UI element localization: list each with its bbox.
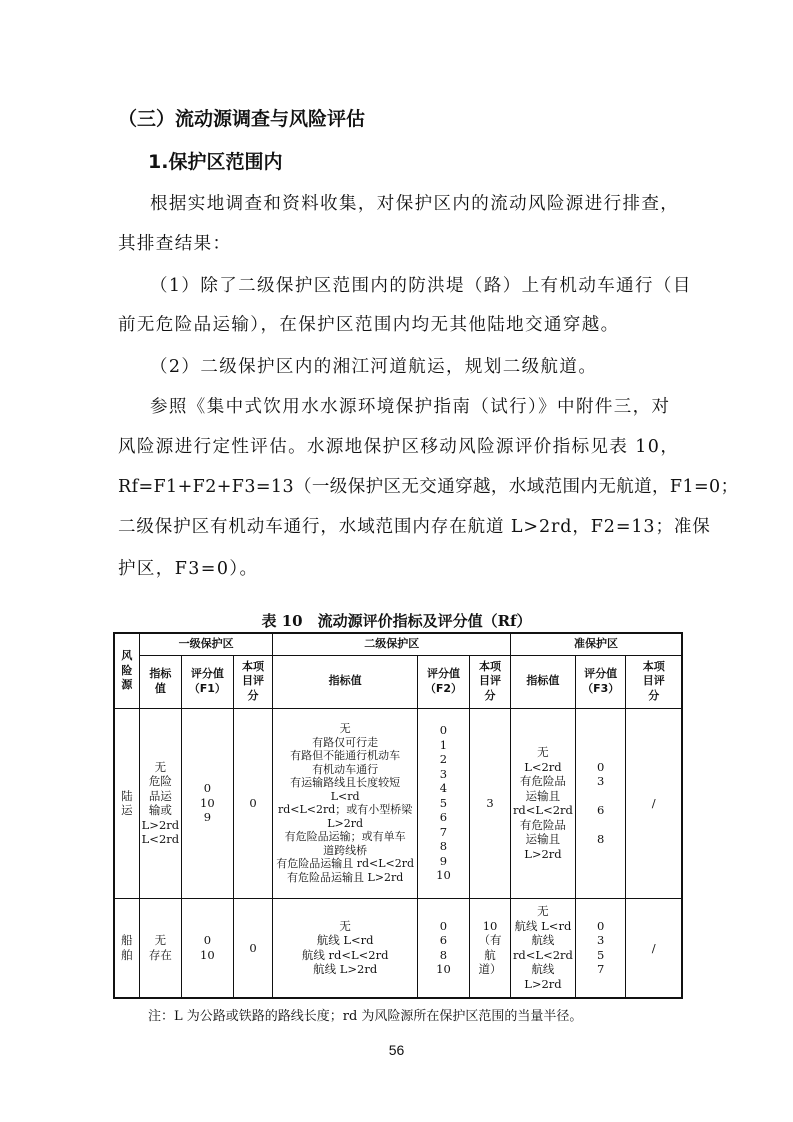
cell: 0 3 6 8: [575, 708, 626, 898]
cell: 3: [470, 708, 511, 898]
source-cell: 船舶: [114, 898, 139, 998]
cell: 10 （有 航 道）: [470, 898, 511, 998]
paragraph-line: 前无危险品运输），在保护区范围内均无其他陆地交通穿越。: [118, 315, 620, 335]
cell: 无 航线 L<rd 航线 rd<L<2rd 航线 L>2rd: [273, 898, 417, 998]
source-cell: 陆运: [114, 708, 139, 898]
cell: 无 有路仅可行走 有路但不能通行机动车 有机动车通行 有运输路线且长度较短 L<rd rd<L<2rd；或有小型桥梁 L>2rd 有危险品运输；或有单车 道跨线桥 有危险品运输且 rd<L<2rd 有危险品运输且 L>2rd: [273, 708, 417, 898]
header-item: 本项目评分: [233, 655, 273, 708]
header-zone1: 一级保护区: [139, 633, 273, 655]
section-heading: （三）流动源调查与风险评估: [118, 108, 366, 130]
table-row: [114, 708, 682, 898]
cell: 0 1 2 3 4 5 6 7 8 9 10: [417, 708, 469, 898]
cell: 0 6 8 10: [417, 898, 469, 998]
paragraph-line: （2）二级保护区内的湘江河道航运，规划二级航道。: [150, 357, 598, 377]
paragraph-line: 其排查结果：: [118, 234, 232, 254]
cell: 0: [233, 898, 273, 998]
table-note: 注：L 为公路或铁路的路线长度；rd 为风险源所在保护区范围的当量半径。: [148, 1009, 583, 1024]
paragraph-line: （1）除了二级保护区范围内的防洪堤（路）上有机动车通行（目: [150, 276, 692, 296]
subsection-heading: 1.保护区范围内: [148, 151, 283, 173]
cell: /: [626, 898, 682, 998]
cell: 无 航线 L<rd 航线 rd<L<2rd 航线 L>2rd: [510, 898, 575, 998]
header-f1: 评分值（F1）: [182, 655, 233, 708]
page-number: 56: [388, 1042, 405, 1058]
paragraph-line: 根据实地调查和资料收集，对保护区内的流动风险源进行排查，: [150, 194, 680, 214]
header-source: 风险源: [114, 633, 139, 708]
table-caption: 表 10 流动源评价指标及评分值（Rf）: [261, 612, 532, 630]
paragraph-line: Rf=F1+F2+F3=13（一级保护区无交通穿越，水域范围内无航道，F1=0；: [118, 477, 739, 497]
cell: 0 10: [182, 898, 233, 998]
cell: 0 10 9: [182, 708, 233, 898]
header-indicator: 指标值: [139, 655, 181, 708]
risk-table: [113, 632, 683, 999]
paragraph-line: 参照《集中式饮用水水源环境保护指南（试行）》中附件三，对: [150, 397, 671, 417]
cell: 0 3 5 7: [575, 898, 626, 998]
cell: 无 L<2rd 有危险品 运输且 rd<L<2rd 有危险品 运输且 L>2rd: [510, 708, 575, 898]
header-item: 本项目评分: [626, 655, 682, 708]
cell: 无 危险 品运 输或 L>2rd L<2rd: [139, 708, 181, 898]
header-item: 本项目评分: [470, 655, 511, 708]
cell: /: [626, 708, 682, 898]
cell: 无 存在: [139, 898, 181, 998]
header-zone3: 准保护区: [510, 633, 682, 655]
paragraph-line: 二级保护区有机动车通行，水域范围内存在航道 L>2rd，F2=13；准保: [118, 517, 711, 537]
table-row: [114, 898, 682, 998]
header-indicator: 指标值: [510, 655, 575, 708]
header-f3: 评分值（F3）: [575, 655, 626, 708]
paragraph-line: 风险源进行定性评估。水源地保护区移动风险源评价指标见表 10，: [118, 437, 680, 457]
header-f2: 评分值（F2）: [417, 655, 469, 708]
cell: 0: [233, 708, 273, 898]
header-zone2: 二级保护区: [273, 633, 510, 655]
header-indicator: 指标值: [273, 655, 417, 708]
paragraph-line: 护区，F3=0）。: [118, 559, 259, 579]
